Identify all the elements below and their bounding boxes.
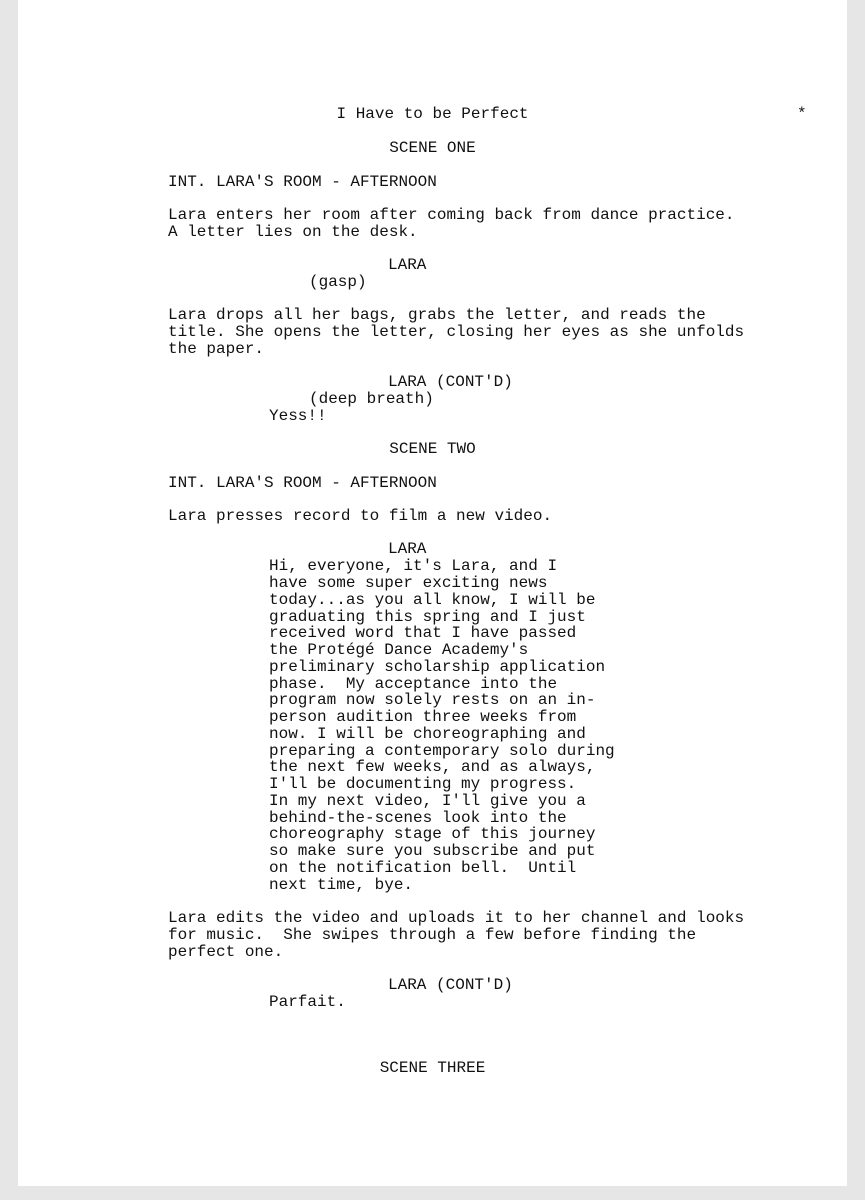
action-line: Lara drops all her bags, grabs the letter, and reads the (168, 306, 706, 324)
dialogue-line: today...as you all know, I will be (269, 591, 596, 609)
dialogue-line: have some super exciting news (269, 574, 548, 592)
dialogue-line: Yess!! (269, 407, 327, 425)
dialogue-line: I'll be documenting my progress. (269, 775, 577, 793)
action-line: for music. She swipes through a few before finding the (168, 926, 697, 944)
dialogue-line: person audition three weeks from (269, 708, 577, 726)
character-name: LARA (388, 540, 427, 558)
dialogue-line: phase. My acceptance into the (269, 675, 558, 693)
slugline: INT. LARA'S ROOM - AFTERNOON (168, 474, 437, 492)
action-line: the paper. (168, 340, 265, 358)
character-name: LARA (CONT'D) (388, 976, 513, 994)
dialogue-line: now. I will be choreographing and (269, 725, 586, 743)
dialogue-line: choreography stage of this journey (269, 825, 596, 843)
scene-heading: SCENE TWO (389, 440, 476, 458)
dialogue-line: program now solely rests on an in- (269, 691, 596, 709)
revision-mark: * (797, 105, 807, 123)
parenthetical: (deep breath) (309, 390, 434, 408)
scene-heading: SCENE THREE (379, 1059, 486, 1077)
action-line: Lara edits the video and uploads it to her channel and looks (168, 909, 745, 927)
dialogue-line: preliminary scholarship application (269, 658, 606, 676)
action-line: Lara presses record to film a new video. (168, 507, 553, 525)
action-line: title. She opens the letter, closing her eyes as she unfolds (168, 323, 745, 341)
dialogue-line: the next few weeks, and as always, (269, 758, 596, 776)
dialogue-line: In my next video, I'll give you a (269, 792, 586, 810)
script-title: I Have to be Perfect (336, 105, 529, 123)
character-name: LARA (388, 256, 427, 274)
dialogue-line: on the notification bell. Until (269, 859, 577, 877)
action-line: Lara enters her room after coming back from dance practice. (168, 206, 735, 224)
dialogue-line: next time, bye. (269, 876, 414, 894)
dialogue-line: Hi, everyone, it's Lara, and I (269, 557, 558, 575)
dialogue-line: graduating this spring and I just (269, 608, 586, 626)
script-page (18, 0, 847, 1186)
dialogue-line: so make sure you subscribe and put (269, 842, 596, 860)
action-line: A letter lies on the desk. (168, 223, 418, 241)
dialogue-line: behind-the-scenes look into the (269, 809, 567, 827)
dialogue-line: received word that I have passed (269, 624, 577, 642)
action-line: perfect one. (168, 943, 284, 961)
dialogue-line: preparing a contemporary solo during (269, 742, 615, 760)
parenthetical: (gasp) (309, 273, 367, 291)
scene-heading: SCENE ONE (389, 139, 476, 157)
character-name: LARA (CONT'D) (388, 373, 513, 391)
slugline: INT. LARA'S ROOM - AFTERNOON (168, 173, 437, 191)
dialogue-line: the Protégé Dance Academy's (269, 641, 529, 659)
dialogue-line: Parfait. (269, 993, 346, 1011)
